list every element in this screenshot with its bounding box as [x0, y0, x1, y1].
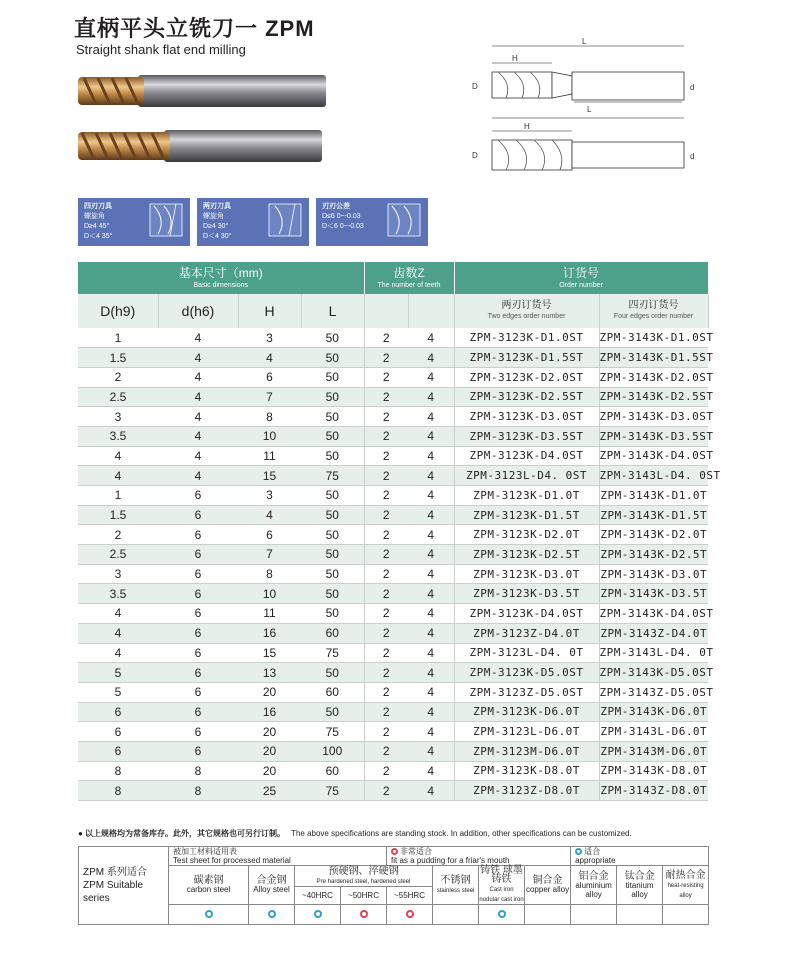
table-cell: 4 — [408, 486, 454, 506]
table-cell: 3.5 — [78, 426, 158, 446]
table-cell: 1.5 — [78, 505, 158, 525]
table-cell: 4 — [408, 584, 454, 604]
svg-text:D: D — [472, 151, 478, 160]
table-cell: 50 — [301, 564, 364, 584]
table-cell: 11 — [238, 604, 301, 624]
table-cell: 2 — [364, 741, 408, 761]
table-cell: 4 — [408, 348, 454, 368]
table-row — [78, 722, 708, 742]
table-cell: 2 — [364, 328, 408, 348]
mat-cast-iron: 铸铁 球墨铸铁 Cast iron nodular cast iron — [479, 865, 524, 903]
table-cell: 4 — [408, 466, 454, 486]
table-cell: 10 — [238, 426, 301, 446]
table-cell: 2 — [364, 446, 408, 466]
table-cell: 7 — [238, 387, 301, 407]
table-cell: ZPM-3123K-D2.5T — [454, 545, 599, 565]
table-cell: 4 — [78, 466, 158, 486]
table-cell: 4 — [78, 643, 158, 663]
table-cell: 4 — [408, 525, 454, 545]
table-cell: ZPM-3143K-D3.0T — [599, 564, 708, 584]
table-cell: 50 — [301, 604, 364, 624]
mat-hrc55: ~55HRC — [387, 887, 433, 905]
legend-good: 适合 appropriate — [571, 847, 709, 866]
table-cell: 2 — [364, 643, 408, 663]
table-cell: 4 — [158, 348, 238, 368]
table-cell: 6 — [78, 722, 158, 742]
table-cell: 2 — [364, 623, 408, 643]
rating-row — [79, 905, 709, 925]
dimension-diagram — [462, 36, 702, 182]
table-cell: 2 — [364, 564, 408, 584]
table-row — [78, 387, 708, 407]
table-cell: 6 — [238, 525, 301, 545]
svg-text:d: d — [690, 152, 695, 161]
table-cell: ZPM-3143K-D4.0ST — [599, 604, 708, 624]
table-cell: 11 — [238, 446, 301, 466]
table-cell: ZPM-3143L-D6.0T — [599, 722, 708, 742]
table-cell: 20 — [238, 722, 301, 742]
table-cell: 2 — [364, 426, 408, 446]
table-cell: 4 — [408, 446, 454, 466]
table-cell: 13 — [238, 663, 301, 683]
helix-box-tolerance: 刃刃公差 D≤6 0~-0.03 D＜6 0~-0.03 — [316, 198, 428, 246]
mat-carbon: 碳素钢 carbon steel — [169, 866, 249, 905]
table-cell: 2 — [78, 367, 158, 387]
rating-cell — [433, 905, 479, 925]
table-cell: 50 — [301, 525, 364, 545]
table-cell: 100 — [301, 741, 364, 761]
rating-cell — [387, 905, 433, 925]
table-cell: 1.5 — [78, 348, 158, 368]
table-row — [78, 623, 708, 643]
table-row — [78, 446, 708, 466]
table-cell: ZPM-3123K-D2.0ST — [454, 367, 599, 387]
table-cell: 4 — [408, 781, 454, 801]
table-cell: 4 — [78, 604, 158, 624]
table-cell: 2 — [364, 761, 408, 781]
table-cell: 4 — [238, 348, 301, 368]
header-basic-dimensions: 基本尺寸（mm) Basic dimensions — [78, 262, 364, 294]
table-cell: 6 — [158, 584, 238, 604]
table-cell: 6 — [158, 545, 238, 565]
table-cell: ZPM-3123L-D4. 0ST — [454, 466, 599, 486]
table-cell: 4 — [408, 367, 454, 387]
table-cell: 4 — [408, 663, 454, 683]
table-cell: ZPM-3123K-D3.5ST — [454, 426, 599, 446]
table-cell: 2 — [364, 663, 408, 683]
table-cell: ZPM-3123Z-D8.0T — [454, 781, 599, 801]
table-cell: ZPM-3123K-D2.5ST — [454, 387, 599, 407]
table-cell: ZPM-3123K-D4.0ST — [454, 604, 599, 624]
table-cell: 75 — [301, 643, 364, 663]
table-cell: 50 — [301, 663, 364, 683]
table-cell: 4 — [408, 643, 454, 663]
good-symbol-icon — [575, 848, 582, 855]
table-cell: ZPM-3123K-D5.0ST — [454, 663, 599, 683]
table-cell: ZPM-3143K-D3.5T — [599, 584, 708, 604]
best-symbol-icon — [360, 910, 368, 918]
table-row — [78, 604, 708, 624]
table-cell: 1 — [78, 486, 158, 506]
table-cell: ZPM-3143K-D1.0T — [599, 486, 708, 506]
table-cell: ZPM-3123K-D6.0T — [454, 702, 599, 722]
table-cell: 60 — [301, 682, 364, 702]
table-cell: 50 — [301, 486, 364, 506]
table-cell: 50 — [301, 328, 364, 348]
table-cell: ZPM-3143M-D6.0T — [599, 741, 708, 761]
rating-cell — [525, 905, 571, 925]
table-row — [78, 663, 708, 683]
rating-cell — [617, 905, 663, 925]
table-cell: 60 — [301, 761, 364, 781]
stock-note: ● 以上规格均为常备库存。此外，其它规格也可另行订制。 The above specifications are standing stock. In addition, other specifications can be customized. — [78, 829, 632, 838]
table-row — [78, 367, 708, 387]
rating-cell — [249, 905, 295, 925]
table-row — [78, 761, 708, 781]
table-cell: ZPM-3143K-D3.0ST — [599, 407, 708, 427]
table-cell: ZPM-3143K-D3.5ST — [599, 426, 708, 446]
best-symbol-icon — [391, 848, 398, 855]
table-row — [78, 505, 708, 525]
table-row — [78, 682, 708, 702]
table-row — [78, 741, 708, 761]
table-cell: 2 — [364, 584, 408, 604]
table-cell: 2.5 — [78, 545, 158, 565]
table-row — [78, 564, 708, 584]
header-order-number: 订货号 Order number — [454, 262, 708, 294]
table-cell: ZPM-3123K-D1.0T — [454, 486, 599, 506]
material-header: 被加工材料适用表 Test sheet for processed material — [169, 847, 387, 866]
end-mill-photo-short — [78, 74, 328, 108]
mat-heat-resisting: 耐热合金 heat-resisting alloy — [663, 866, 709, 905]
table-row — [78, 643, 708, 663]
col-d: d(h6) — [158, 294, 238, 328]
series-label: ZPM 系列适合 ZPM Suitable series — [79, 847, 169, 925]
rating-cell — [479, 905, 525, 925]
table-cell: 15 — [238, 466, 301, 486]
table-cell: 2.5 — [78, 387, 158, 407]
table-cell: 6 — [238, 367, 301, 387]
table-cell: 8 — [238, 564, 301, 584]
table-cell: ZPM-3123M-D6.0T — [454, 741, 599, 761]
table-cell: 4 — [78, 623, 158, 643]
table-cell: 4 — [158, 407, 238, 427]
table-cell: 8 — [158, 781, 238, 801]
table-cell: ZPM-3143Z-D4.0T — [599, 623, 708, 643]
table-cell: 4 — [408, 328, 454, 348]
col-L: L — [301, 294, 364, 328]
table-cell: ZPM-3123K-D2.0T — [454, 525, 599, 545]
table-cell: 6 — [158, 643, 238, 663]
table-row — [78, 407, 708, 427]
table-cell: ZPM-3143L-D4. 0ST — [599, 466, 708, 486]
table-cell: 3 — [78, 564, 158, 584]
table-cell: 75 — [301, 722, 364, 742]
table-cell: 6 — [158, 663, 238, 683]
table-cell: 6 — [78, 741, 158, 761]
table-cell: 16 — [238, 623, 301, 643]
table-cell: 25 — [238, 781, 301, 801]
table-cell: ZPM-3123K-D3.0ST — [454, 407, 599, 427]
table-cell: 2 — [364, 466, 408, 486]
table-cell: 6 — [158, 505, 238, 525]
good-symbol-icon — [314, 910, 322, 918]
table-cell: 4 — [408, 387, 454, 407]
table-cell: 2 — [78, 525, 158, 545]
rating-cell — [295, 905, 341, 925]
table-cell: 50 — [301, 367, 364, 387]
mat-aluminium: 铝合金 aluminium alloy — [571, 866, 617, 905]
table-cell: 4 — [158, 426, 238, 446]
table-cell: 50 — [301, 387, 364, 407]
table-cell: 3 — [238, 328, 301, 348]
table-cell: 6 — [158, 722, 238, 742]
table-cell: 3 — [238, 486, 301, 506]
table-cell: 8 — [78, 781, 158, 801]
table-cell: 2 — [364, 682, 408, 702]
table-cell: 4 — [408, 722, 454, 742]
table-row — [78, 486, 708, 506]
table-row — [78, 348, 708, 368]
table-cell: 4 — [158, 367, 238, 387]
table-cell: ZPM-3123K-D8.0T — [454, 761, 599, 781]
table-cell: 4 — [408, 407, 454, 427]
table-cell: 4 — [408, 545, 454, 565]
table-cell: 4 — [408, 682, 454, 702]
table-cell: ZPM-3143K-D2.0ST — [599, 367, 708, 387]
helix-box-two-flute: 两刃刀具 螺旋角 D≥4 30° D＜4 30° — [197, 198, 309, 246]
table-row — [78, 545, 708, 565]
table-row — [78, 584, 708, 604]
table-cell: ZPM-3123Z-D5.0ST — [454, 682, 599, 702]
table-cell: 6 — [158, 702, 238, 722]
table-cell: 50 — [301, 584, 364, 604]
table-cell: ZPM-3143Z-D8.0T — [599, 781, 708, 801]
table-row — [78, 702, 708, 722]
table-cell: 16 — [238, 702, 301, 722]
table-cell: 8 — [238, 407, 301, 427]
table-cell: 4 — [158, 466, 238, 486]
table-cell: 75 — [301, 781, 364, 801]
rating-cell — [663, 905, 709, 925]
table-cell: 2 — [364, 367, 408, 387]
mat-stainless: 不锈钢 stainless steel — [433, 866, 479, 905]
table-cell: ZPM-3123K-D3.5T — [454, 584, 599, 604]
table-cell: 10 — [238, 584, 301, 604]
table-cell: 4 — [78, 446, 158, 466]
table-cell: ZPM-3123Z-D4.0T — [454, 623, 599, 643]
table-cell: 4 — [408, 623, 454, 643]
table-cell: 60 — [301, 623, 364, 643]
table-cell: 4 — [408, 761, 454, 781]
page-title: 直柄平头立铣刀一 ZPM — [74, 16, 315, 41]
table-cell: 4 — [408, 604, 454, 624]
table-cell: 6 — [158, 741, 238, 761]
table-cell: 4 — [408, 505, 454, 525]
table-cell: 2 — [364, 722, 408, 742]
table-cell: ZPM-3123K-D4.0ST — [454, 446, 599, 466]
table-cell: 5 — [78, 663, 158, 683]
table-cell: ZPM-3123K-D1.5T — [454, 505, 599, 525]
mat-prehardened: 预硬钢、淬硬钢 Pre hardened steel, hardened steel — [295, 866, 433, 887]
legend-best: 非常适合 fit as a pudding for a friar's mouth — [387, 847, 571, 866]
table-cell: 6 — [158, 564, 238, 584]
table-cell: 50 — [301, 426, 364, 446]
table-cell: 7 — [238, 545, 301, 565]
table-cell: ZPM-3143K-D2.5T — [599, 545, 708, 565]
table-cell: 4 — [238, 505, 301, 525]
spec-table — [78, 262, 721, 801]
table-cell: 4 — [158, 387, 238, 407]
table-cell: 6 — [158, 486, 238, 506]
rating-cell — [341, 905, 387, 925]
table-cell: 2 — [364, 348, 408, 368]
table-cell: 2 — [364, 525, 408, 545]
col-two-edges: 两刃订货号 Two edges order number — [454, 294, 599, 328]
table-cell: ZPM-3143K-D1.5T — [599, 505, 708, 525]
table-cell: 1 — [78, 328, 158, 348]
col-four-edges: 四刃订货号 Four edges order number — [599, 294, 708, 328]
rating-cell — [571, 905, 617, 925]
table-cell: 2 — [364, 702, 408, 722]
mat-titanium: 钛合金 titanium alloy — [617, 866, 663, 905]
table-cell: 4 — [158, 328, 238, 348]
table-cell: ZPM-3123L-D4. 0T — [454, 643, 599, 663]
header-teeth: 齿数Z The number of teeth — [364, 262, 454, 294]
table-cell: ZPM-3143K-D2.0T — [599, 525, 708, 545]
table-cell: 4 — [408, 702, 454, 722]
table-row — [78, 466, 708, 486]
table-cell: 6 — [158, 623, 238, 643]
end-mill-photo-long — [78, 128, 323, 164]
table-cell: 2 — [364, 407, 408, 427]
table-cell: 2 — [364, 545, 408, 565]
table-cell: 2 — [364, 604, 408, 624]
table-cell: ZPM-3123K-D1.5ST — [454, 348, 599, 368]
rating-cell — [169, 905, 249, 925]
good-symbol-icon — [498, 910, 506, 918]
table-cell: ZPM-3143Z-D5.0ST — [599, 682, 708, 702]
good-symbol-icon — [268, 910, 276, 918]
table-row — [78, 426, 708, 446]
table-cell: ZPM-3143K-D8.0T — [599, 761, 708, 781]
table-cell: 50 — [301, 348, 364, 368]
table-cell: ZPM-3143K-D1.5ST — [599, 348, 708, 368]
mat-hrc40: ~40HRC — [295, 887, 341, 905]
table-cell: 50 — [301, 446, 364, 466]
table-cell: 8 — [78, 761, 158, 781]
table-cell: ZPM-3123K-D1.0ST — [454, 328, 599, 348]
table-cell: ZPM-3123K-D3.0T — [454, 564, 599, 584]
table-cell: 5 — [78, 682, 158, 702]
table-cell: ZPM-3143K-D5.0ST — [599, 663, 708, 683]
good-symbol-icon — [205, 910, 213, 918]
table-row — [78, 525, 708, 545]
svg-text:H: H — [524, 122, 530, 131]
table-cell: 4 — [158, 446, 238, 466]
table-cell: 3.5 — [78, 584, 158, 604]
table-cell: 4 — [408, 564, 454, 584]
table-cell: 2 — [364, 781, 408, 801]
table-cell: 2 — [364, 505, 408, 525]
table-cell: 6 — [158, 525, 238, 545]
table-cell: 2 — [364, 486, 408, 506]
table-cell: ZPM-3143L-D4. 0T — [599, 643, 708, 663]
table-cell: 4 — [408, 741, 454, 761]
table-cell: 75 — [301, 466, 364, 486]
material-table — [78, 846, 709, 925]
spec-table-body — [78, 328, 721, 801]
mat-copper: 铜合金 copper alloy — [525, 866, 571, 905]
table-cell: 3 — [78, 407, 158, 427]
table-cell: 20 — [238, 741, 301, 761]
table-cell: 6 — [78, 702, 158, 722]
page-subtitle: Straight shank flat end milling — [76, 42, 246, 57]
col-H: H — [238, 294, 301, 328]
svg-text:d: d — [690, 83, 695, 92]
table-cell: 8 — [158, 761, 238, 781]
table-cell: ZPM-3143K-D1.0ST — [599, 328, 708, 348]
table-cell: 20 — [238, 761, 301, 781]
table-cell: 6 — [158, 682, 238, 702]
table-cell: 4 — [408, 426, 454, 446]
svg-text:H: H — [512, 54, 518, 63]
table-cell: 50 — [301, 505, 364, 525]
table-cell: 50 — [301, 545, 364, 565]
table-cell: 50 — [301, 407, 364, 427]
svg-text:L: L — [587, 105, 592, 114]
table-cell: ZPM-3143K-D6.0T — [599, 702, 708, 722]
table-cell: ZPM-3143K-D2.5ST — [599, 387, 708, 407]
svg-text:D: D — [472, 82, 478, 91]
mat-alloy: 合金钢 Alloy steel — [249, 866, 295, 905]
table-cell: 15 — [238, 643, 301, 663]
table-cell: 50 — [301, 702, 364, 722]
table-cell: 20 — [238, 682, 301, 702]
table-cell: 2 — [364, 387, 408, 407]
table-cell: ZPM-3123L-D6.0T — [454, 722, 599, 742]
table-cell: 6 — [158, 604, 238, 624]
svg-text:L: L — [582, 37, 587, 46]
best-symbol-icon — [406, 910, 414, 918]
table-row — [78, 328, 708, 348]
table-cell: ZPM-3143K-D4.0ST — [599, 446, 708, 466]
table-row — [78, 781, 708, 801]
mat-hrc50: ~50HRC — [341, 887, 387, 905]
col-D: D(h9) — [78, 294, 158, 328]
helix-box-four-flute: 四刃刀具 螺旋角 D≥4 45° D＜4 35° — [78, 198, 190, 246]
